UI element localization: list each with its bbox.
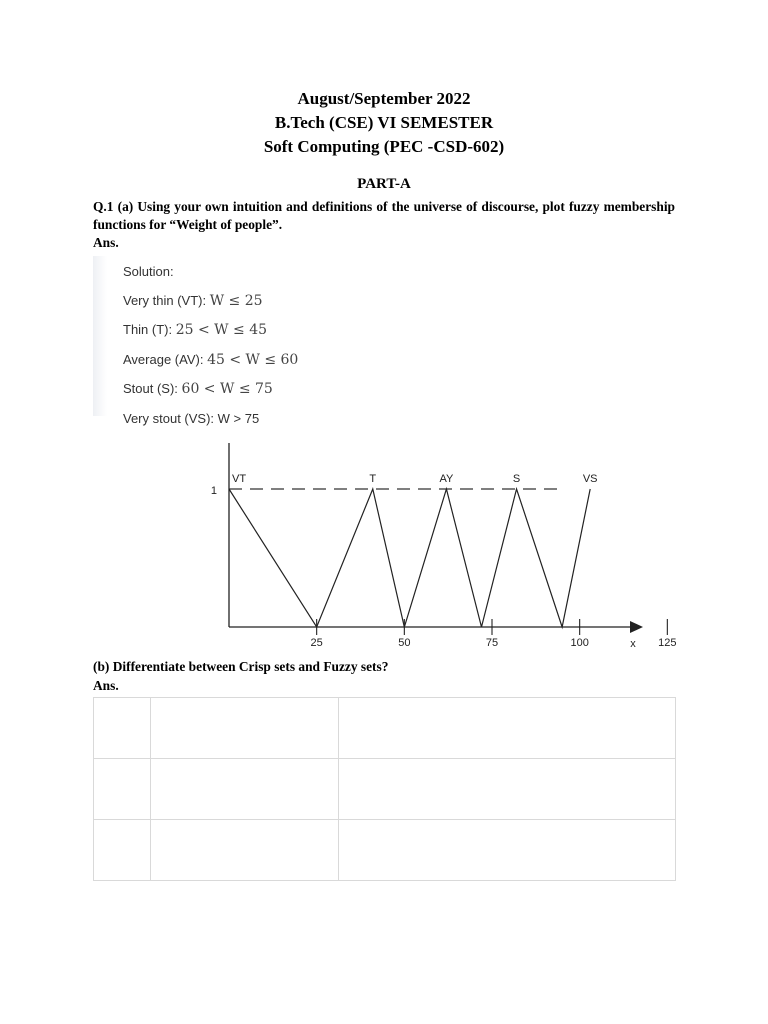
- table-cell: [339, 820, 676, 881]
- comparison-table: [93, 697, 676, 881]
- solution-item-label: Stout (S):: [123, 381, 182, 396]
- peak-label: AY: [439, 473, 454, 485]
- x-tick-label: 25: [310, 637, 323, 649]
- membership-series-line: [229, 489, 590, 627]
- solution-item-expr: 25 < W ≤ 45: [175, 322, 268, 338]
- table-cell: [151, 759, 339, 820]
- peak-label: T: [369, 473, 377, 485]
- solution-item-label: Very thin (VT):: [123, 293, 210, 308]
- part-title: PART-A: [357, 176, 411, 192]
- question-1a-text: Q.1 (a) Using your own intuition and definitions of the universe of discourse, plot fuzzy membership functions for “Weight of people”.: [93, 199, 675, 232]
- table-cell: [94, 698, 151, 759]
- peak-label: VS: [582, 473, 598, 485]
- peak-label: S: [512, 473, 521, 485]
- solution-item-expr: 45 < W ≤ 60: [207, 352, 299, 368]
- subject-heading: Soft Computing (PEC -CSD-602): [263, 137, 505, 156]
- x-tick-label: 50: [398, 637, 411, 649]
- y-tick-label: 1: [210, 485, 217, 497]
- solution-item-expr: W > 75: [217, 411, 260, 426]
- table-cell: [339, 759, 676, 820]
- solution-item-expr: W ≤ 25: [209, 293, 263, 309]
- table-row: [94, 759, 676, 820]
- answer-label: Ans.: [93, 678, 119, 693]
- course-heading: B.Tech (CSE) VI SEMESTER: [274, 113, 494, 132]
- table-cell: [151, 820, 339, 881]
- x-axis-arrow: [630, 621, 643, 633]
- solution-item-label: Very stout (VS):: [123, 411, 218, 426]
- solution-heading: Solution:: [123, 264, 174, 279]
- peak-label: VT: [232, 473, 247, 485]
- x-axis-label: x: [630, 638, 636, 650]
- solution-item-label: Average (AV):: [123, 352, 208, 367]
- x-tick-label: 125: [658, 637, 677, 649]
- table-cell: [94, 759, 151, 820]
- question-1b-text: (b) Differentiate between Crisp sets and Fuzzy sets?: [93, 659, 389, 674]
- answer-label: Ans.: [93, 235, 119, 250]
- table-cell: [94, 820, 151, 881]
- table-cell: [339, 698, 676, 759]
- exam-session-heading: August/September 2022: [297, 89, 471, 108]
- solution-item-expr: 60 < W ≤ 75: [181, 381, 273, 397]
- table-cell: [151, 698, 339, 759]
- table-row: [94, 698, 676, 759]
- solution-item-label: Thin (T):: [123, 322, 176, 337]
- x-tick-label: 75: [485, 637, 499, 649]
- table-row: [94, 820, 676, 881]
- x-tick-label: 100: [570, 637, 589, 649]
